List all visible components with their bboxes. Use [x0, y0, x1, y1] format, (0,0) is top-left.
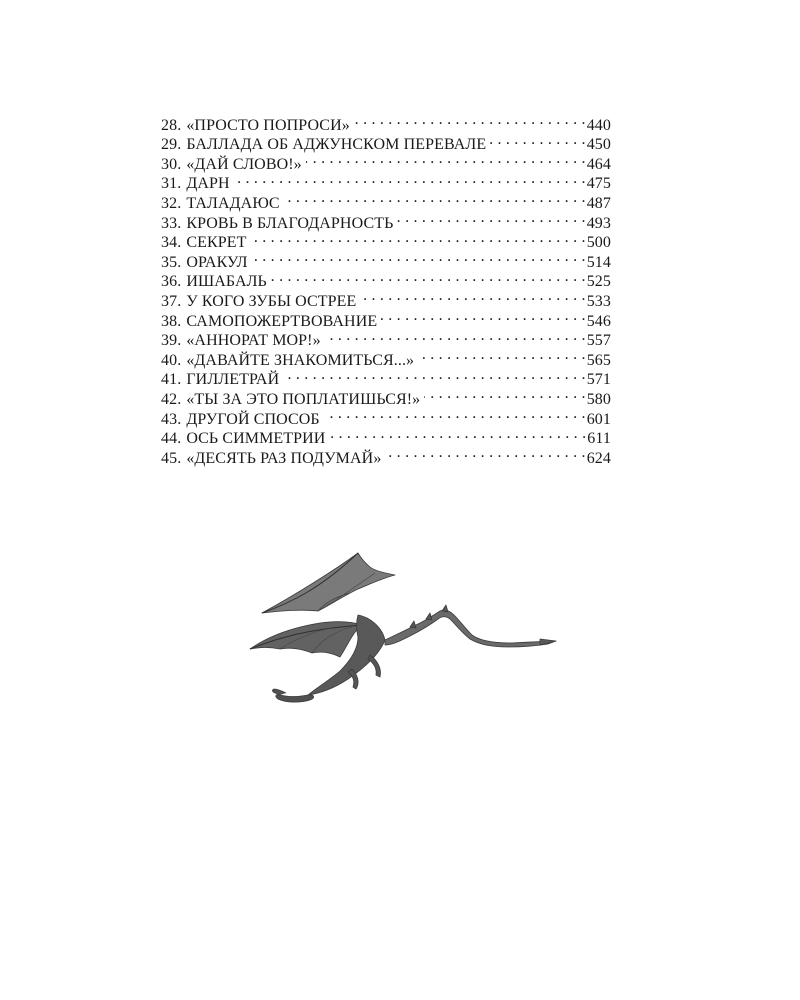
- toc-entry-page: 580: [586, 390, 611, 408]
- toc-entry: [161, 110, 611, 134]
- toc-leader-dots: [234, 169, 586, 189]
- toc-entry-title: КРОВЬ В БЛАГОДАРНОСТЬ: [186, 214, 394, 232]
- toc-leader-dots: [490, 130, 585, 150]
- toc-entry-title: ТАЛАДАЮС: [186, 194, 280, 212]
- toc-entry-title: ИШАБАЛЬ: [186, 273, 267, 291]
- toc-leader-dots: [385, 443, 585, 463]
- toc-leader-dots: [381, 306, 585, 326]
- toc-entry-number: 33.: [161, 214, 182, 232]
- toc-entry-page: 450: [586, 136, 611, 154]
- toc-leader-dots: [325, 326, 586, 346]
- toc-entry-page: 487: [586, 194, 611, 212]
- toc-entry-number: 37.: [161, 292, 182, 310]
- toc-entry-page: 475: [586, 175, 611, 193]
- toc-entry-number: 34.: [161, 234, 182, 252]
- toc-entry-number: 32.: [161, 194, 182, 212]
- toc-entry-title: ДАРН: [186, 175, 230, 193]
- toc-entry-page: 546: [586, 312, 611, 330]
- toc-entry-title: БАЛЛАДА ОБ АДЖУНСКОМ ПЕРЕВАЛЕ: [186, 136, 487, 154]
- toc-entry-number: 31.: [161, 175, 182, 193]
- toc-entry-page: 514: [586, 253, 611, 271]
- toc-entry-number: 41.: [161, 371, 182, 389]
- toc-entry-title: ОСЬ СИММЕТРИИ: [186, 430, 326, 448]
- toc-entry-title: САМОПОЖЕРТВОВАНИЕ: [186, 312, 378, 330]
- toc-entry-number: 30.: [161, 155, 182, 173]
- toc-entry-number: 29.: [161, 136, 182, 154]
- toc-leader-dots: [324, 404, 586, 424]
- toc-leader-dots: [360, 286, 585, 306]
- toc-entry-page: 624: [586, 449, 611, 467]
- toc-entry-number: 38.: [161, 312, 182, 330]
- toc-entry-number: 42.: [161, 390, 182, 408]
- toc-entry-page: 533: [586, 292, 611, 310]
- toc-entry-number: 43.: [161, 410, 182, 428]
- toc-entry-title: «АННОРАТ МОР!»: [186, 332, 321, 350]
- toc-entry-title: «ДАЙ СЛОВО!»: [186, 155, 302, 173]
- toc-entry-number: 28.: [161, 116, 182, 134]
- toc-entry-number: 40.: [161, 351, 182, 369]
- toc-leader-dots: [329, 424, 586, 444]
- toc-entry-page: 525: [586, 273, 611, 291]
- toc-entry-page: 557: [586, 332, 611, 350]
- toc-entry-title: «ДЕСЯТЬ РАЗ ПОДУМАЙ»: [186, 449, 382, 467]
- toc-entry-title: СЕКРЕТ: [186, 234, 247, 252]
- toc-entry-title: «ПРОСТО ПОПРОСИ»: [186, 116, 350, 134]
- toc-leader-dots: [252, 247, 586, 267]
- toc-entry-title: ДРУГОЙ СПОСОБ: [186, 410, 320, 428]
- toc-leader-dots: [271, 267, 586, 287]
- toc-entry-page: 565: [586, 351, 611, 369]
- toc-leader-dots: [418, 345, 586, 365]
- toc-entry-page: 571: [586, 371, 611, 389]
- toc-entry-number: 45.: [161, 449, 182, 467]
- toc-leader-dots: [397, 208, 585, 228]
- dragon-icon: [240, 545, 565, 710]
- toc-leader-dots: [250, 228, 585, 248]
- toc-leader-dots: [306, 149, 586, 169]
- toc-entry-number: 44.: [161, 430, 182, 448]
- toc-leader-dots: [424, 384, 585, 404]
- table-of-contents: [161, 110, 611, 467]
- toc-entry-page: 493: [586, 214, 611, 232]
- toc-entry-page: 464: [586, 155, 611, 173]
- toc-entry-number: 36.: [161, 273, 182, 291]
- toc-leader-dots: [354, 110, 586, 130]
- toc-entry-title: У КОГО ЗУБЫ ОСТРЕЕ: [186, 292, 357, 310]
- toc-entry-title: ГИЛЛЕТРАЙ: [186, 371, 280, 389]
- toc-entry-page: 601: [586, 410, 611, 428]
- toc-entry-page: 611: [587, 430, 611, 448]
- toc-entry-number: 39.: [161, 332, 182, 350]
- toc-entry-title: «ТЫ ЗА ЭТО ПОПЛАТИШЬСЯ!»: [186, 390, 421, 408]
- toc-entry-title: ОРАКУЛ: [186, 253, 248, 271]
- toc-entry-number: 35.: [161, 253, 182, 271]
- toc-leader-dots: [283, 365, 585, 385]
- toc-leader-dots: [284, 188, 586, 208]
- toc-entry-title: «ДАВАЙТЕ ЗНАКОМИТЬСЯ...»: [186, 351, 415, 369]
- toc-entry-page: 500: [586, 234, 611, 252]
- toc-entry-page: 440: [586, 116, 611, 134]
